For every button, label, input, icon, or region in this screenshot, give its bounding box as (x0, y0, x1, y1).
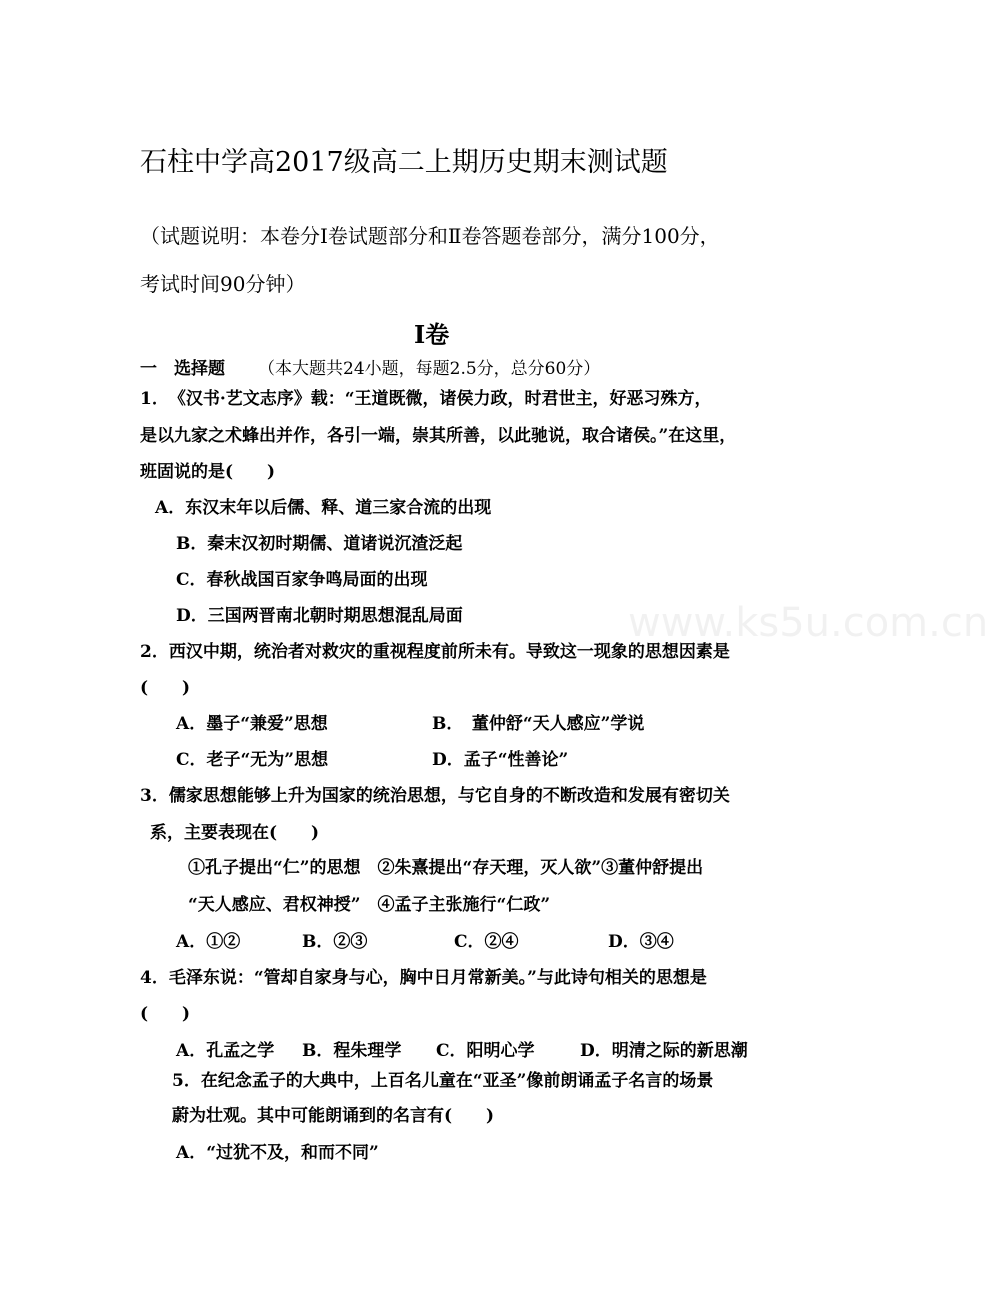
question-4-option-a[interactable]: A．孔孟之学 (176, 1041, 275, 1061)
question-3-line-2: 系，主要表现在( ) (150, 823, 320, 843)
question-2-option-c[interactable]: C．老子“无为”思想 (176, 750, 329, 770)
question-2-option-d[interactable]: D．孟子“性善论” (432, 750, 569, 770)
question-3-line-1: 3．儒家思想能够上升为国家的统治思想，与它自身的不断改造和发展有密切关 (140, 786, 730, 806)
question-3-option-c[interactable]: C．②④ (454, 932, 519, 952)
question-5-option-a[interactable]: A．“过犹不及，和而不同” (176, 1143, 379, 1163)
question-4-option-b[interactable]: B．程朱理学 (302, 1041, 402, 1061)
question-5-line-2: 蔚为壮观。其中可能朗诵到的名言有( ) (172, 1106, 495, 1126)
question-3-option-d[interactable]: D．③④ (608, 932, 674, 952)
question-1-line-3: 班固说的是( ) (140, 462, 276, 482)
question-3-option-a[interactable]: A．①② (176, 932, 241, 952)
question-4-line-1: 4．毛泽东说：“管却自家身与心，胸中日月常新美。”与此诗句相关的思想是 (140, 968, 707, 988)
section-note: （本大题共24小题，每题2.5分，总分60分） (258, 359, 601, 379)
question-1-option-a[interactable]: A．东汉末年以后儒、释、道三家合流的出现 (155, 498, 492, 518)
question-1-line-2: 是以九家之术蜂出并作，各引一端，崇其所善，以此驰说，取合诸侯。”在这里， (140, 426, 737, 446)
question-3-statement-1: ①孔子提出“仁”的思想 ②朱熹提出“存天理，灭人欲”③董仲舒提出 (188, 858, 704, 878)
question-3-option-b[interactable]: B．②③ (302, 932, 368, 952)
question-2-line-2: ( ) (140, 678, 191, 698)
question-2-line-1: 2．西汉中期，统治者对救灾的重视程度前所未有。导致这一现象的思想因素是 (140, 642, 730, 662)
question-2-option-b[interactable]: B． 董仲舒“天人感应”学说 (432, 714, 645, 734)
watermark: www.ks5u.com.cn (628, 600, 988, 646)
question-2-option-a[interactable]: A．墨子“兼爱”思想 (176, 714, 328, 734)
question-4-option-c[interactable]: C．阳明心学 (436, 1041, 535, 1061)
question-3-statement-2: “天人感应、君权神授” ④孟子主张施行“仁政” (188, 895, 551, 915)
instructions-line-2: 考试时间90分钟） (140, 272, 306, 296)
section-label: 一 选择题 (140, 359, 225, 379)
volume-heading: Ⅰ卷 (414, 320, 450, 349)
question-5-line-1: 5．在纪念孟子的大典中，上百名儿童在“亚圣”像前朗诵孟子名言的场景 (172, 1071, 714, 1091)
question-1-line-1: 1． 《汉书·艺文志序》载：“王道既微，诸侯力政，时君世主，好恶习殊方， (140, 389, 712, 409)
question-1-option-d[interactable]: D．三国两晋南北朝时期思想混乱局面 (176, 606, 463, 626)
question-4-line-2: ( ) (140, 1004, 191, 1024)
exam-title: 石柱中学高2017级高二上期历史期末测试题 (140, 147, 668, 178)
question-1-option-c[interactable]: C．春秋战国百家争鸣局面的出现 (176, 570, 428, 590)
question-4-option-d[interactable]: D．明清之际的新思潮 (580, 1041, 748, 1061)
instructions-line-1: （试题说明：本卷分Ⅰ卷试题部分和Ⅱ卷答题卷部分，满分100分， (140, 224, 720, 248)
question-1-option-b[interactable]: B．秦末汉初时期儒、道诸说沉渣泛起 (176, 534, 463, 554)
